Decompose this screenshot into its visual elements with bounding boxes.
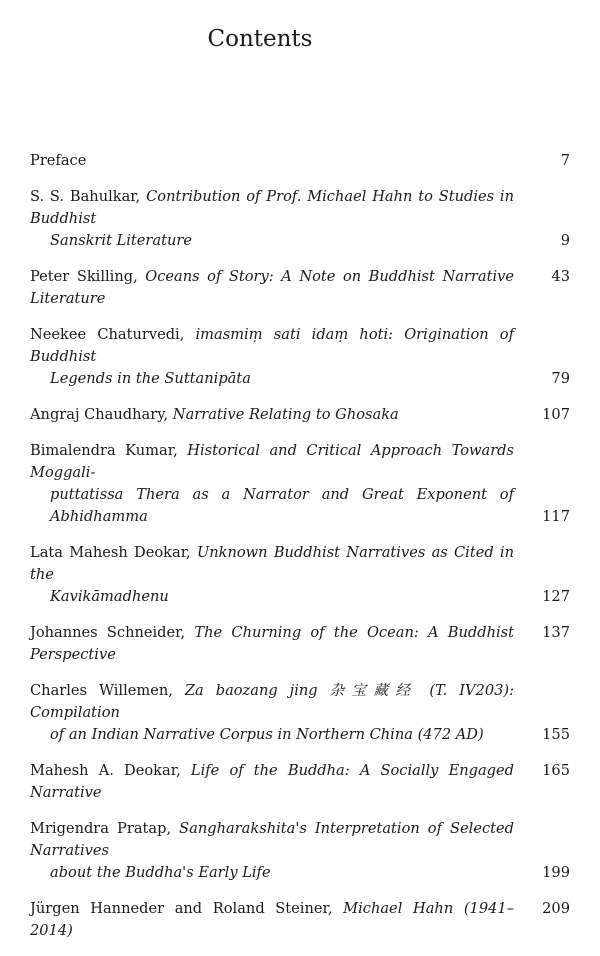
toc-entry-chaudhary[interactable] <box>30 404 570 426</box>
entry-author: Mrigendra Pratap, <box>30 820 180 837</box>
entry-page-number: 137 <box>542 624 570 641</box>
entry-title-continued: of an Indian Narrative Corpus in Northern China (472 AD) <box>50 726 484 743</box>
entry-author: Jürgen Hanneder and Roland Steiner, <box>30 900 344 917</box>
entry-page-number: 155 <box>542 726 570 743</box>
entry-title: Sangharakshita's Interpretation of Selected Narratives <box>30 820 514 859</box>
entry-title: Unknown Buddhist Narratives as Cited in the <box>30 544 514 583</box>
entry-page-number: 117 <box>542 508 570 525</box>
entry-page-number: 79 <box>551 370 570 387</box>
entry-title-continued: Legends in the Suttanipāta <box>50 370 251 387</box>
entry-title: Life of the Buddha: A Socially Engaged Narrative <box>30 762 514 801</box>
entry-author: Preface <box>30 152 87 169</box>
toc-entry-mahesh-deokar[interactable] <box>30 760 570 804</box>
entry-author: Neekee Chaturvedi, <box>30 326 196 343</box>
entry-page-number: 165 <box>542 762 570 779</box>
entry-page-number: 127 <box>542 588 570 605</box>
toc-entry-schneider[interactable] <box>30 622 570 666</box>
entry-title: Michael Hahn (1941–2014) <box>30 900 514 939</box>
entry-title-continued: puttatissa Thera as a Narrator and Great Exponent of Abhidhamma <box>50 486 514 525</box>
entry-author: Bimalendra Kumar, <box>30 442 188 459</box>
toc-entry-willemen[interactable] <box>30 680 570 746</box>
entry-author: Lata Mahesh Deokar, <box>30 544 197 561</box>
entry-title: Contribution of Prof. Michael Hahn to Studies in Buddhist <box>30 188 514 227</box>
entry-title-continued: Kavikāmadhenu <box>50 588 169 605</box>
entry-title-continued: Sanskrit Literature <box>50 232 192 249</box>
entry-page-number: 209 <box>542 900 570 917</box>
entry-author: S. S. Bahulkar, <box>30 188 147 205</box>
toc-entry-skilling[interactable] <box>30 266 570 310</box>
entry-page-number: 7 <box>560 152 570 169</box>
entry-title-continued: about the Buddha's Early Life <box>50 864 271 881</box>
entry-page-number: 199 <box>542 864 570 881</box>
page-title: Contents <box>207 26 313 52</box>
entry-author: Peter Skilling, <box>30 268 146 285</box>
toc-entry-hanneder-steiner[interactable] <box>30 898 570 942</box>
toc-entry-preface[interactable] <box>30 150 570 172</box>
entry-title: Oceans of Story: A Note on Buddhist Narrative Literature <box>30 268 514 307</box>
entry-author: Angraj Chaudhary, <box>30 406 173 423</box>
entry-title: Narrative Relating to Ghosaka <box>172 406 399 423</box>
entry-page-number: 9 <box>560 232 570 249</box>
entry-title: Za baozang jing 杂宝藏经 (T. IV203): Compilation <box>30 682 514 721</box>
entry-title: imasmiṃ sati idaṃ hoti: Origination of Buddhist <box>30 326 514 365</box>
entry-page-number: 107 <box>542 406 570 423</box>
entry-title: Historical and Critical Approach Towards Moggali- <box>30 442 515 481</box>
toc-entry-lata-deokar[interactable] <box>30 542 570 608</box>
entry-title: The Churning of the Ocean: A Buddhist Perspective <box>30 624 515 663</box>
toc-entry-bahulkar[interactable] <box>30 186 570 252</box>
toc-entry-pratap[interactable] <box>30 818 570 884</box>
toc-entry-chaturvedi[interactable] <box>30 324 570 390</box>
entry-page-number: 43 <box>551 268 570 285</box>
entry-author: Mahesh A. Deokar, <box>30 762 191 779</box>
toc-entry-kumar[interactable] <box>30 440 570 528</box>
entry-author: Charles Willemen, <box>30 682 185 699</box>
table-of-contents <box>30 150 570 956</box>
entry-author: Johannes Schneider, <box>30 624 195 641</box>
